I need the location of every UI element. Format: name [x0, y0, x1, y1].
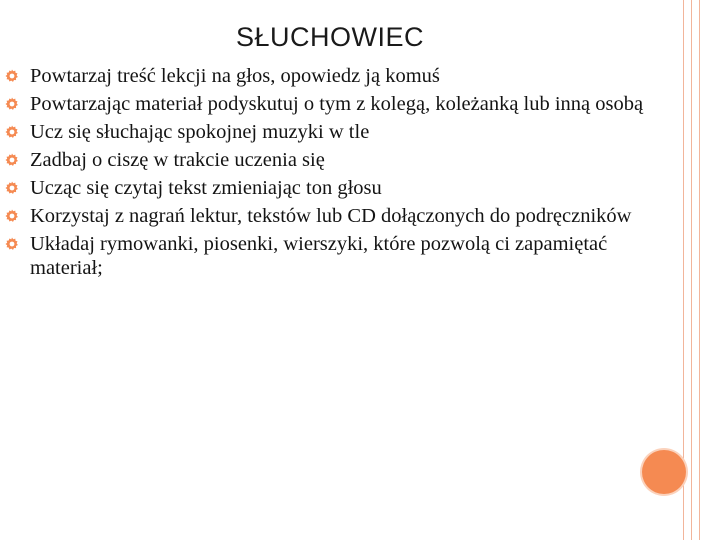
decorative-frame [680, 0, 720, 540]
bullet-text: Ucząc się czytaj tekst zmieniając ton głosu [30, 177, 382, 199]
bullet-text: Powtarzając materiał podyskutuj o tym z kolegą, koleżanką lub inną osobą [30, 93, 644, 115]
gear-icon [5, 69, 19, 83]
bullet-text: Korzystaj z nagrań lektur, tekstów lub CD dołączonych do podręczników [30, 205, 632, 227]
bullet-item [0, 64, 660, 88]
gear-icon [5, 125, 19, 139]
gear-icon [5, 237, 19, 251]
bullet-text: Zadbaj o ciszę w trakcie uczenia się [30, 149, 325, 171]
bullet-item [0, 120, 660, 144]
gear-icon [5, 97, 19, 111]
slide-title: SŁUCHOWIEC [235, 22, 424, 52]
bullet-text: Powtarzaj treść lekcji na głos, opowiedz ją komuś [30, 65, 440, 87]
gear-icon [5, 153, 19, 167]
decorative-circle [642, 450, 686, 494]
bullet-item [0, 204, 660, 228]
bullet-text: Ucz się słuchając spokojnej muzyki w tle [30, 121, 370, 143]
bullet-list [0, 64, 660, 284]
gear-icon [5, 181, 19, 195]
frame-line [683, 0, 684, 540]
bullet-item [0, 176, 660, 200]
bullet-item [0, 232, 660, 280]
frame-line [699, 0, 700, 540]
gear-icon [5, 209, 19, 223]
bullet-item [0, 148, 660, 172]
bullet-text: Układaj rymowanki, piosenki, wierszyki, które pozwolą ci zapamiętać materiał; [30, 233, 608, 279]
frame-line [691, 0, 692, 540]
bullet-item [0, 92, 660, 116]
